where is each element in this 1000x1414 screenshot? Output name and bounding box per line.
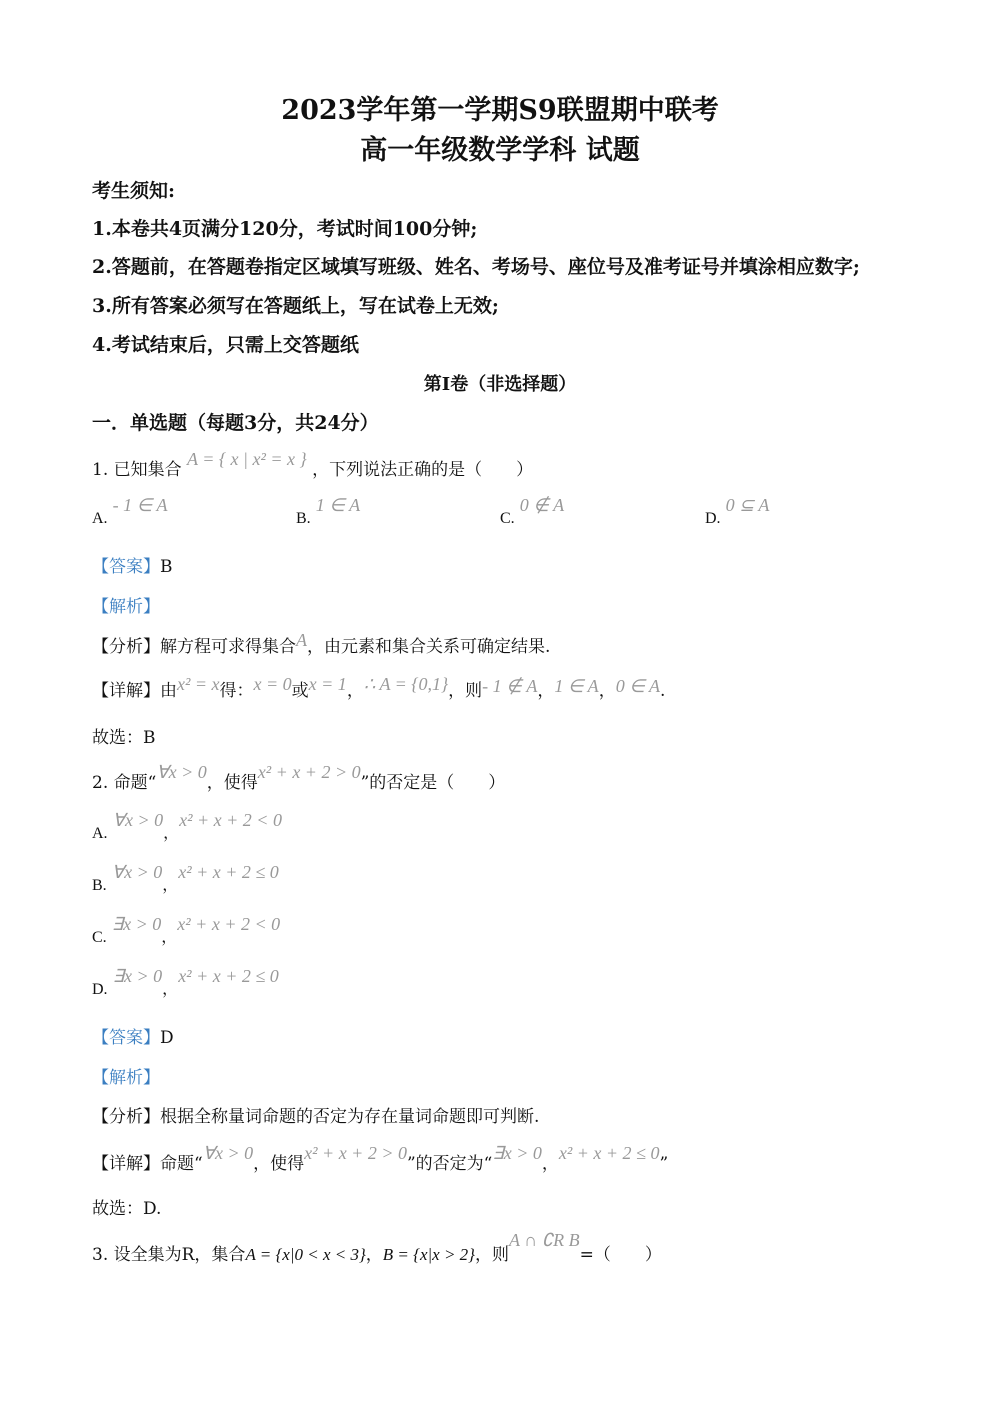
q2-detail — [92, 1143, 669, 1174]
fenxi-text2: ，由元素和集合关系可确定结果. — [307, 637, 551, 657]
detail-math: x = 0 — [253, 674, 292, 694]
option-comma: ， — [162, 877, 179, 894]
q1-option-c — [500, 495, 565, 527]
q2-option-a — [92, 808, 282, 842]
q2-suffix: ”的否定是（ ） — [360, 773, 506, 793]
q2-analysis-tag: 【解析】 — [92, 1068, 160, 1088]
option-label: D. — [705, 510, 721, 527]
q1-analysis-tag: 【解析】 — [92, 597, 160, 617]
q2-math: ∀x > 0 — [156, 762, 207, 782]
option-math: 1 ∈ A — [315, 495, 361, 515]
q2-choose: 故选：D. — [92, 1199, 162, 1219]
detail-text: 或 — [291, 681, 309, 701]
q3-sep: ， — [365, 1245, 383, 1265]
q2-math: x² + x + 2 > 0 — [257, 762, 361, 782]
option-comma: ， — [162, 981, 179, 998]
notice-heading: 考生须知: — [92, 180, 176, 202]
q1-prefix: 1. 已知集合 — [92, 460, 182, 480]
q3-set-b: B = {x|x > 2} — [382, 1245, 475, 1264]
option-comma: ， — [161, 929, 178, 946]
detail-text: ，使得 — [253, 1154, 305, 1174]
detail-text: . — [660, 681, 666, 701]
q2-answer — [92, 1023, 174, 1048]
section-one-heading: 一．单选题（每题3分，共24分） — [92, 412, 379, 434]
detail-math: x² + x + 2 > 0 — [304, 1143, 407, 1163]
detail-text: 命题“ — [160, 1154, 203, 1174]
detail-tag: 【详解】 — [92, 681, 160, 701]
option-math: x² + x + 2 ≤ 0 — [178, 966, 279, 986]
notice-item-1: 1.本卷共4页满分120分，考试时间100分钟; — [92, 218, 478, 240]
option-math: x² + x + 2 < 0 — [177, 914, 281, 934]
option-math: 0 ⊆ A — [725, 495, 770, 515]
option-math: ∃x > 0 — [112, 966, 163, 986]
option-math: ∀x > 0 — [111, 862, 163, 882]
q1-suffix: ，下列说法正确的是（ ） — [312, 460, 534, 480]
option-label: C. — [92, 929, 107, 946]
q1-stem — [92, 449, 534, 480]
q1-answer — [92, 552, 173, 577]
detail-text: 得： — [219, 681, 254, 701]
detail-text: ，则 — [448, 681, 483, 701]
detail-tag: 【详解】 — [92, 1154, 160, 1174]
option-math: x² + x + 2 ≤ 0 — [178, 862, 279, 882]
option-math: - 1 ∈ A — [112, 495, 168, 515]
detail-text: ， — [537, 681, 555, 701]
detail-math: x² = x — [177, 674, 220, 694]
exam-title-line1: 2023学年第一学期S9联盟期中联考 — [281, 95, 719, 126]
detail-math: - 1 ∉ A — [482, 676, 538, 696]
option-label: B. — [296, 510, 311, 527]
option-math: ∃x > 0 — [111, 914, 162, 934]
option-label: B. — [92, 877, 107, 894]
notice-item-4: 4.考试结束后，只需上交答题纸 — [92, 334, 359, 356]
q2-option-d — [92, 964, 279, 998]
detail-text: ， — [598, 681, 616, 701]
fenxi-tag: 【分析】 — [92, 1107, 160, 1127]
option-label: A. — [92, 825, 108, 842]
q2-option-b — [92, 860, 279, 894]
notice-item-2: 2.答题前，在答题卷指定区域填写班级、姓名、考场号、座位号及准考证号并填涂相应数字; — [92, 256, 860, 278]
option-math: ∀x > 0 — [112, 810, 164, 830]
q1-option-a — [92, 495, 168, 527]
option-math: 0 ∉ A — [519, 495, 565, 515]
detail-text: ， — [541, 1154, 559, 1174]
volume-heading: 第Ⅰ卷（非选择题） — [423, 374, 577, 395]
answer-tag: 【答案】 — [92, 1028, 160, 1048]
q1-set-math: A = { x | x² = x } — [187, 449, 307, 469]
answer-value: B — [160, 557, 173, 577]
detail-text: ” — [659, 1154, 669, 1174]
detail-math: ∀x > 0 — [202, 1143, 254, 1163]
fenxi-text: 根据全称量词命题的否定为存在量词命题即可判断. — [160, 1107, 540, 1127]
fenxi-math: A — [296, 630, 307, 650]
q3-prefix: 3. 设全集为R，集合 — [92, 1245, 246, 1265]
detail-math: ∴ A = {0,1} — [363, 674, 449, 694]
option-label: A. — [92, 510, 108, 527]
detail-math: x = 1 — [308, 674, 347, 694]
q3-expr: A ∩ ∁R B — [509, 1230, 580, 1250]
exam-title-line2: 高一年级数学学科 试题 — [360, 135, 640, 166]
detail-text: ， — [346, 681, 364, 701]
option-label: C. — [500, 510, 515, 527]
option-math: x² + x + 2 < 0 — [179, 810, 282, 830]
option-comma: ， — [163, 825, 180, 842]
q1-fenxi — [92, 632, 550, 657]
q3-then: ，则 — [475, 1245, 509, 1265]
q2-mid: ，使得 — [206, 773, 258, 793]
detail-text: ”的否定为“ — [406, 1154, 493, 1174]
q1-option-d — [705, 495, 770, 527]
answer-value: D — [160, 1028, 174, 1048]
detail-math: ∃x > 0 — [492, 1143, 542, 1163]
q1-option-b — [296, 495, 361, 527]
detail-math: 1 ∈ A — [554, 676, 599, 696]
q2-stem — [92, 762, 506, 793]
q2-prefix: 2. 命题“ — [92, 773, 157, 793]
fenxi-tag: 【分析】 — [92, 637, 160, 657]
answer-tag: 【答案】 — [92, 557, 160, 577]
option-label: D. — [92, 981, 108, 998]
q3-set-a: A = {x|0 < x < 3} — [245, 1245, 366, 1264]
q2-fenxi — [92, 1102, 539, 1127]
q2-option-c — [92, 912, 281, 946]
detail-math: 0 ∈ A — [615, 676, 661, 696]
q1-choose: 故选：B — [92, 728, 156, 748]
detail-math: x² + x + 2 ≤ 0 — [558, 1143, 660, 1163]
notice-item-3: 3.所有答案必须写在答题纸上，写在试卷上无效; — [92, 295, 499, 317]
q3-stem — [92, 1230, 662, 1265]
q3-suffix: =（ ） — [579, 1245, 662, 1265]
q1-detail — [92, 676, 665, 701]
detail-text: 由 — [160, 681, 177, 701]
fenxi-text: 解方程可求得集合 — [160, 637, 296, 657]
